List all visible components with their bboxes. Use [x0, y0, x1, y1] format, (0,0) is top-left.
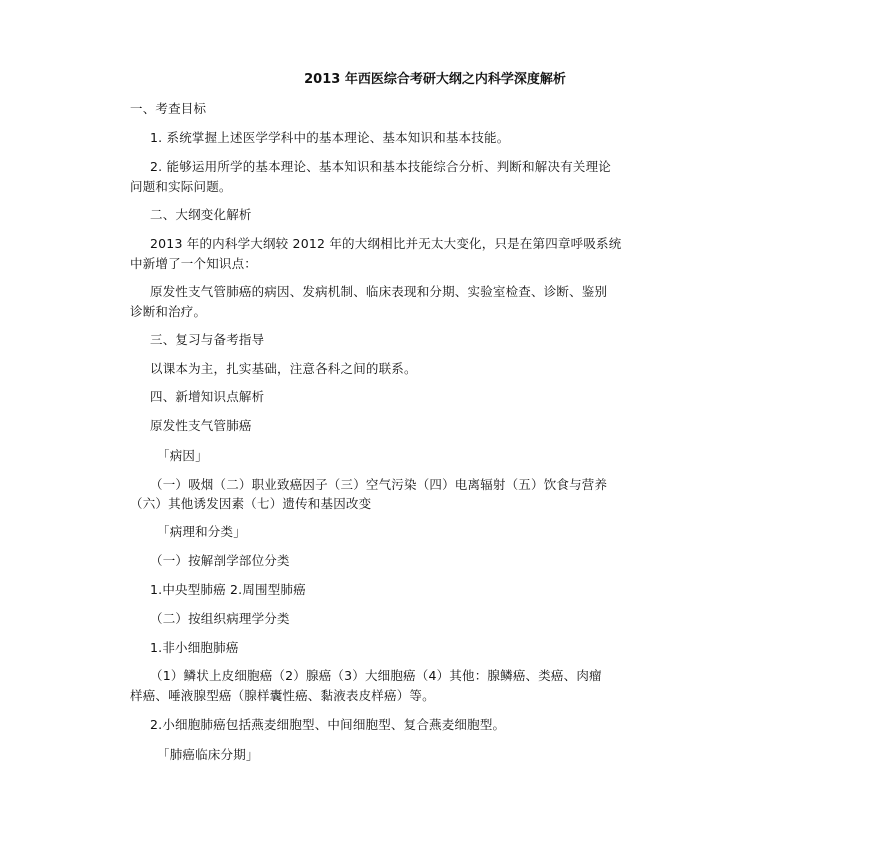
- section-heading-guidance: 三、复习与备考指导: [150, 332, 265, 347]
- paragraph-line: （一）按解剖学部位分类: [150, 553, 290, 568]
- paragraph-line: 以课本为主，扎实基础，注意各科之间的联系。: [150, 361, 417, 376]
- paragraph-line: 原发性支气管肺癌的病因、发病机制、临床表现和分期、实验室检查、诊断、鉴别: [150, 284, 608, 299]
- bracket-heading-staging: 「肺癌临床分期」: [157, 747, 259, 762]
- paragraph-line: 1.非小细胞肺癌: [150, 640, 239, 655]
- bracket-heading-etiology: 「病因」: [157, 448, 208, 463]
- document-title: 2013 年西医综合考研大纲之内科学深度解析: [304, 72, 566, 87]
- paragraph-line: （六）其他诱发因素（七）遗传和基因改变: [130, 496, 372, 511]
- paragraph-line: （一）吸烟（二）职业致癌因子（三）空气污染（四）电离辐射（五）饮食与营养: [150, 477, 608, 492]
- section-heading-new-points: 四、新增知识点解析: [150, 389, 265, 404]
- paragraph-line: 样癌、唾液腺型癌（腺样囊性癌、黏液表皮样癌）等。: [130, 688, 435, 703]
- bracket-heading-pathology: 「病理和分类」: [157, 524, 246, 539]
- paragraph-line: 2.小细胞肺癌包括燕麦细胞型、中间细胞型、复合燕麦细胞型。: [150, 717, 506, 732]
- paragraph-line: 中新增了一个知识点：: [130, 256, 258, 271]
- paragraph-line: 1. 系统掌握上述医学学科中的基本理论、基本知识和基本技能。: [150, 130, 510, 145]
- section-heading-objectives: 一、考查目标: [130, 101, 207, 116]
- paragraph-line: 2013 年的内科学大纲较 2012 年的大纲相比并无太大变化，只是在第四章呼吸系统: [150, 236, 622, 251]
- subheading: 原发性支气管肺癌: [150, 418, 252, 433]
- paragraph-line: 1.中央型肺癌 2.周围型肺癌: [150, 582, 306, 597]
- paragraph-line: 诊断和治疗。: [130, 304, 207, 319]
- paragraph-line: 问题和实际问题。: [130, 179, 232, 194]
- paragraph-line: 2. 能够运用所学的基本理论、基本知识和基本技能综合分析、判断和解决有关理论: [150, 159, 612, 174]
- paragraph-line: （二）按组织病理学分类: [150, 611, 290, 626]
- paragraph-line: （1）鳞状上皮细胞癌（2）腺癌（3）大细胞癌（4）其他：腺鳞癌、类癌、肉瘤: [150, 668, 602, 683]
- section-heading-changes: 二、大纲变化解析: [150, 207, 252, 222]
